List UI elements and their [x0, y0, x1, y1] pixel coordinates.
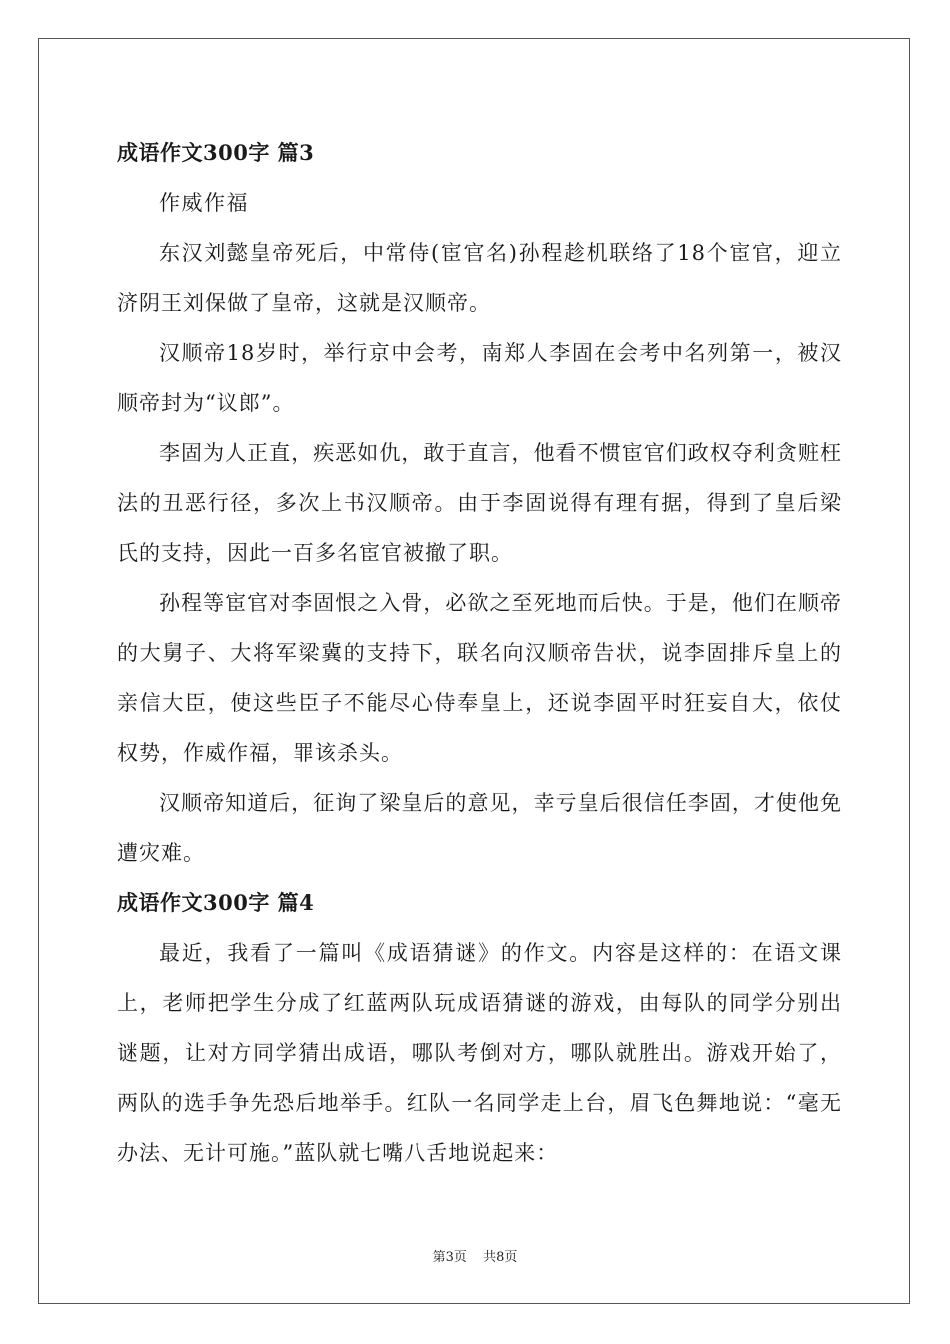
paragraph: 最近，我看了一篇叫《成语猜谜》的作文。内容是这样的：在语文课上，老师把学生分成了红蓝两队玩成语猜谜的游戏，由每队的同学分别出谜题，让对方同学猜出成语，哪队考倒对方，哪队就胜出。游戏开始了，两队的选手争先恐后地举手。红队一名同学走上台，眉飞色舞地说：“毫无办法、无计可施。”蓝队就七嘴八舌地说起来：	[117, 941, 842, 1165]
paragraph: 汉顺帝知道后，征询了梁皇后的意见，幸亏皇后很信任李固，才使他免遭灾难。	[117, 791, 842, 865]
paragraph: 孙程等宦官对李固恨之入骨，必欲之至死地而后快。于是，他们在顺帝的大舅子、大将军梁冀的支持下，联名向汉顺帝告状，说李固排斥皇上的亲信大臣，使这些臣子不能尽心侍奉皇上，还说李固平时狂妄自大，依仗权势，作威作福，罪该杀头。	[117, 591, 842, 765]
page-total: 共8页	[483, 1250, 518, 1265]
section-3	[117, 128, 842, 878]
paragraph: 东汉刘懿皇帝死后，中常侍(宦官名)孙程趁机联络了18个宦官，迎立济阴王刘保做了皇帝，这就是汉顺帝。	[117, 241, 842, 315]
paragraph-title: 作威作福	[159, 191, 249, 215]
page-number: 第3页	[432, 1250, 467, 1265]
section-4	[117, 878, 842, 1178]
paragraph: 李固为人正直，疾恶如仇，敢于直言，他看不惯宦官们政权夺利贪赃枉法的丑恶行径，多次上书汉顺帝。由于李固说得有理有据，得到了皇后梁氏的支持，因此一百多名宦官被撤了职。	[117, 441, 842, 565]
section-heading: 成语作文300字 篇3	[117, 140, 315, 165]
paragraph: 汉顺帝18岁时，举行京中会考，南郑人李固在会考中名列第一，被汉顺帝封为“议郎”。	[117, 341, 842, 415]
section-heading: 成语作文300字 篇4	[117, 890, 315, 915]
document-body	[117, 128, 842, 1178]
page-footer	[0, 1246, 950, 1265]
